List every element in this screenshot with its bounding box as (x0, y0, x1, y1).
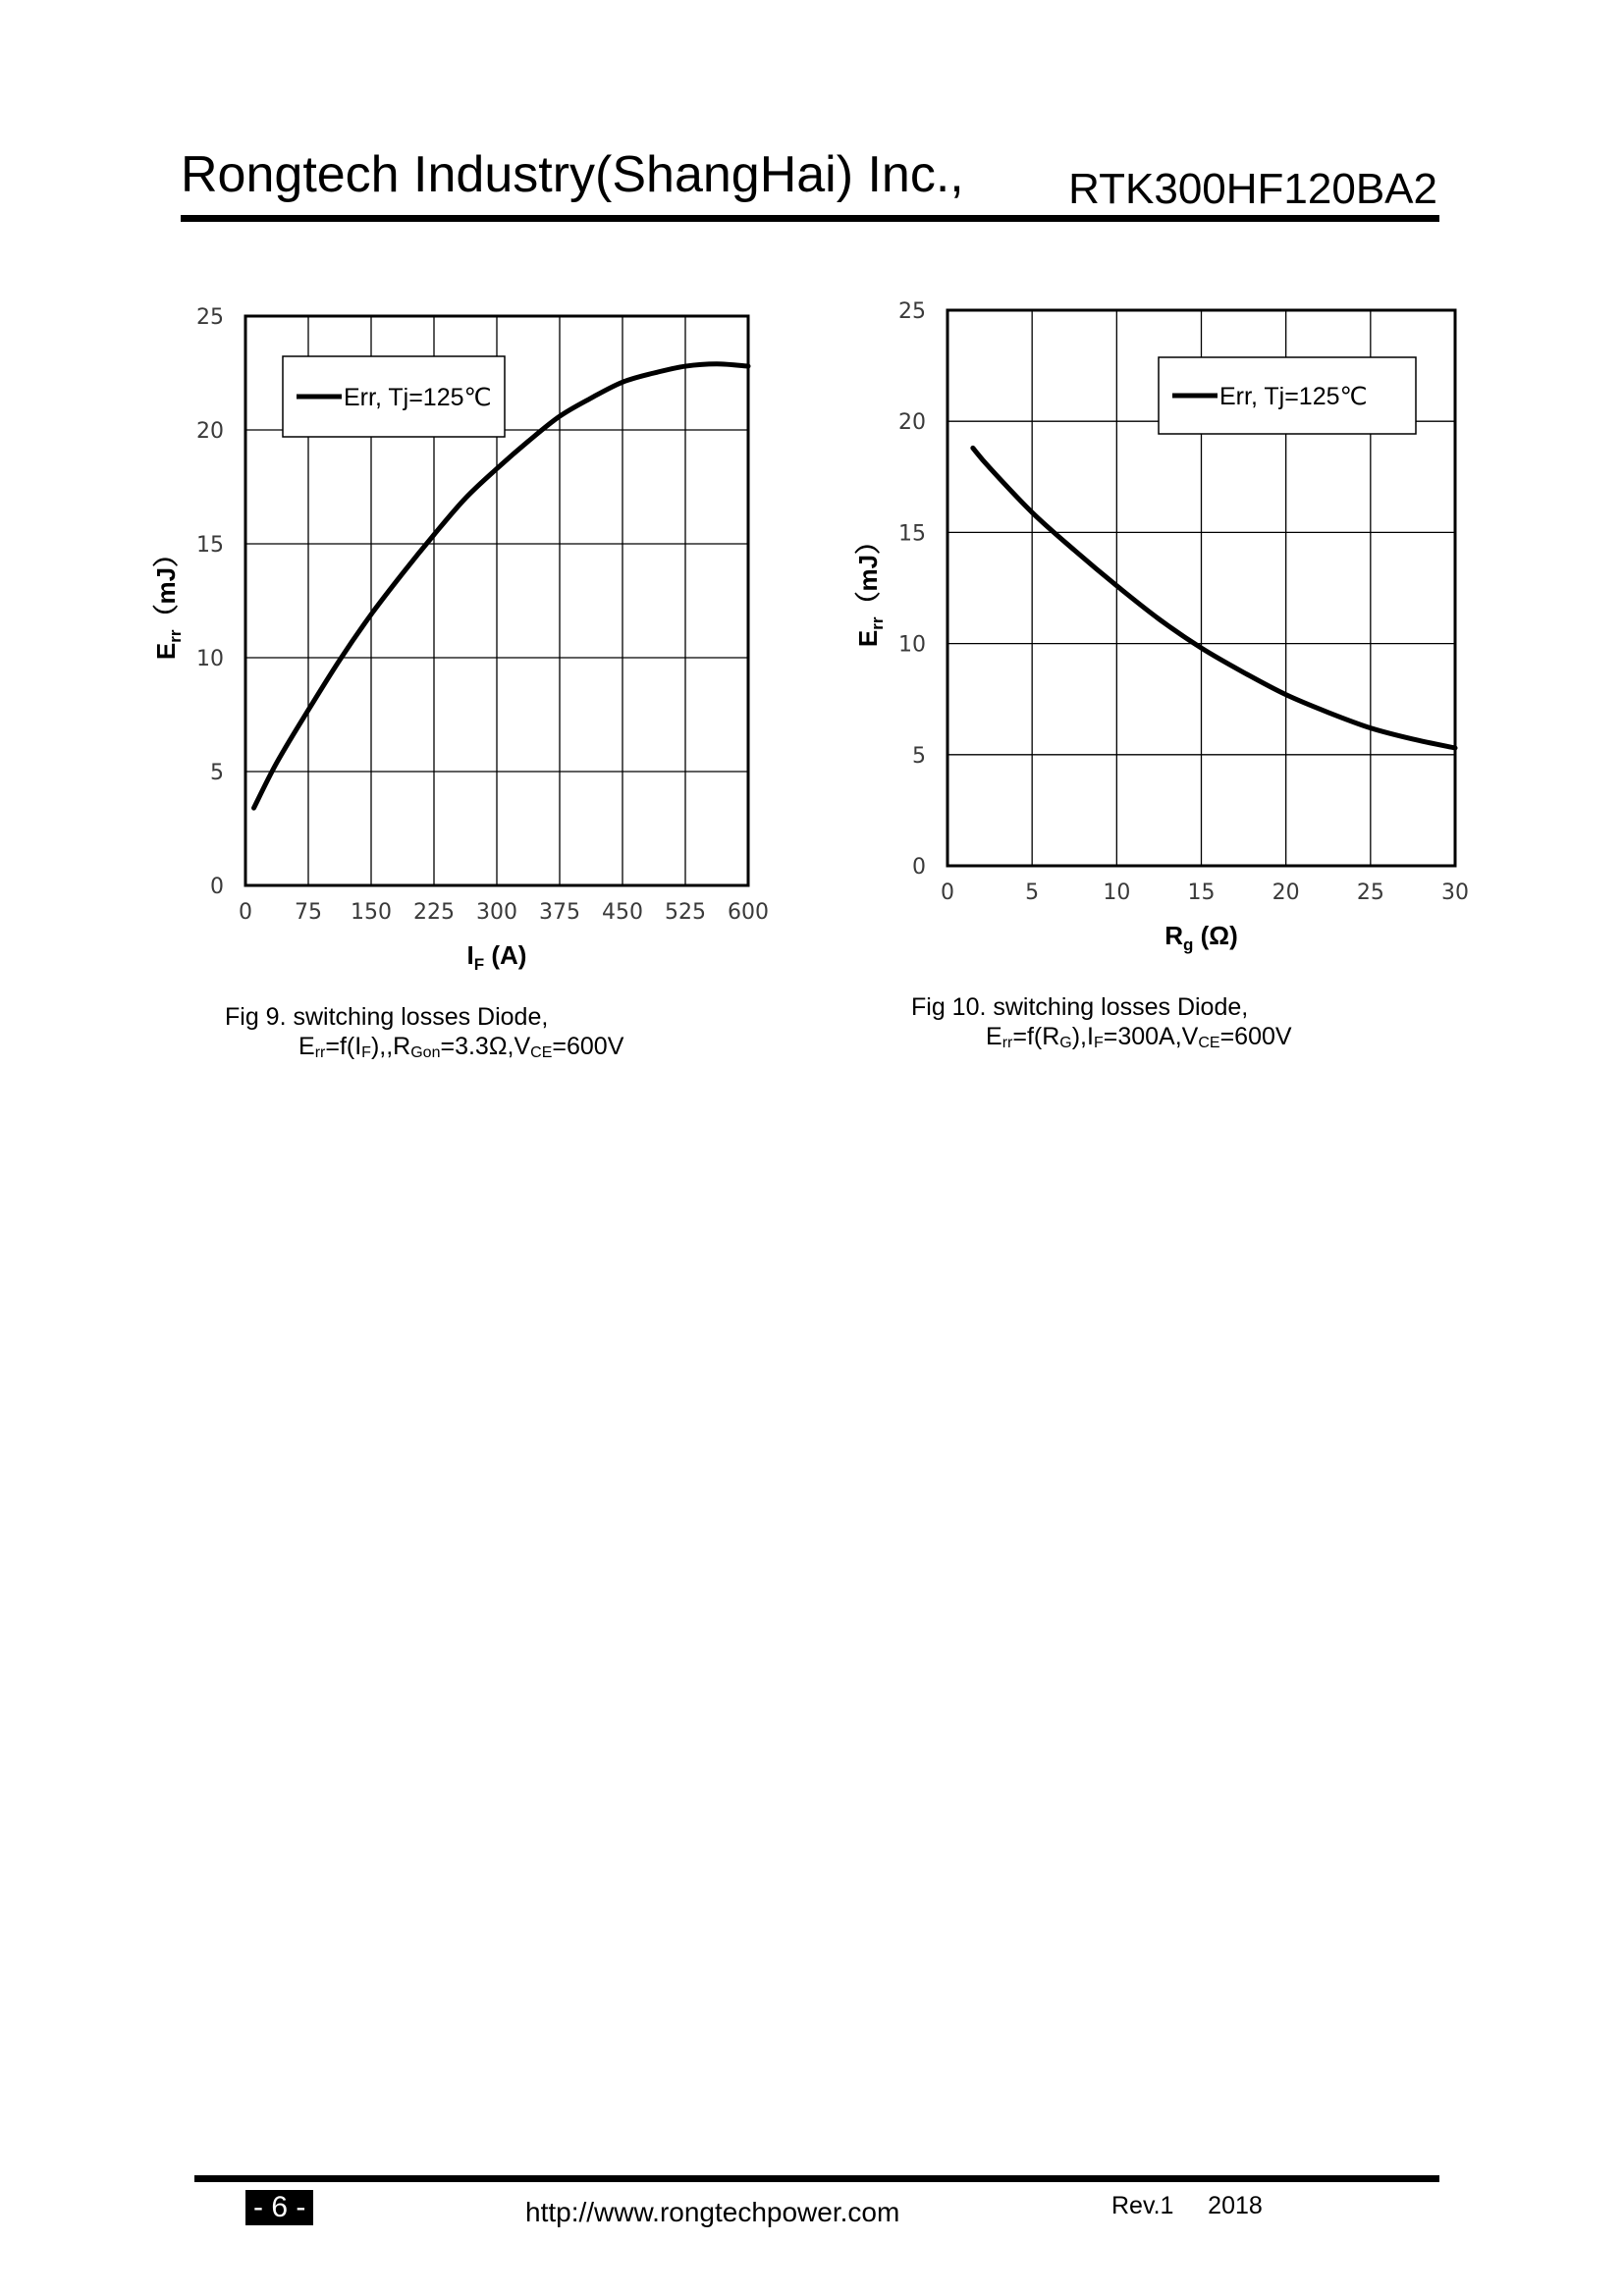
x-tick-label: 25 (1356, 881, 1384, 905)
y-tick-label: 5 (912, 743, 926, 769)
caption-part: =f(I (325, 1033, 362, 1060)
caption-fig9 (225, 1002, 623, 1061)
page-number: - 6 - (245, 2190, 313, 2225)
y-tick-label: 10 (196, 647, 224, 671)
y-tick-label: 25 (898, 299, 926, 324)
y-axis-label: $E_{rr}(mJ)$ (151, 541, 185, 661)
legend-label: Err, Tj=125℃ (344, 384, 492, 411)
caption-sub: CE (530, 1044, 553, 1061)
y-tick-label: 5 (210, 761, 224, 785)
header-rule (181, 215, 1439, 222)
x-tick-label: 150 (351, 900, 392, 925)
x-tick-label: 300 (476, 900, 517, 925)
y-tick-label: 20 (196, 419, 224, 444)
legend-label: Err, Tj=125℃ (1219, 383, 1368, 410)
x-tick-label: 15 (1187, 881, 1216, 905)
caption-fig9-line1: Fig 9. switching losses Diode, (225, 1003, 549, 1031)
caption-part: =300A,V (1103, 1023, 1199, 1050)
caption-sub: F (1093, 1035, 1104, 1051)
x-tick-label: 225 (413, 900, 455, 925)
x-tick-label: 600 (728, 900, 769, 925)
x-tick-label: 375 (539, 900, 580, 925)
caption-fig10-line2 (911, 1022, 1292, 1051)
x-axis-label: $I_F$ (A) (466, 940, 527, 974)
caption-part: E (298, 1033, 315, 1060)
x-tick-label: 0 (239, 900, 252, 925)
caption-sub: Gon (410, 1044, 441, 1061)
caption-fig10 (911, 992, 1292, 1051)
part-number: RTK300HF120BA2 (1068, 165, 1437, 213)
caption-sub: CE (1198, 1035, 1220, 1051)
y-axis-label: $E_{rr}(mJ)$ (853, 528, 887, 648)
x-tick-label: 0 (941, 881, 954, 905)
caption-part: =600V (1219, 1023, 1292, 1050)
company-name: Rongtech Industry(ShangHai) Inc., (181, 146, 964, 203)
y-tick-label: 15 (196, 533, 224, 558)
x-tick-label: 20 (1272, 881, 1300, 905)
x-tick-label: 30 (1441, 881, 1469, 905)
x-tick-label: 10 (1103, 881, 1131, 905)
y-tick-label: 15 (898, 521, 926, 547)
y-tick-label: 0 (210, 875, 224, 899)
chart-fig9 (147, 294, 785, 982)
caption-part: =f(R (1012, 1023, 1060, 1050)
caption-part: ),,R (370, 1033, 411, 1060)
caption-sub: F (361, 1044, 371, 1061)
caption-fig9-line2 (225, 1032, 623, 1061)
caption-part: E (986, 1023, 1002, 1050)
caption-sub: G (1059, 1035, 1072, 1051)
y-tick-label: 25 (196, 305, 224, 330)
y-tick-label: 0 (912, 855, 926, 880)
caption-sub: rr (314, 1044, 326, 1061)
series-line (973, 448, 1455, 748)
chart-fig10 (844, 290, 1492, 977)
footer-url[interactable]: http://www.rongtechpower.com (525, 2197, 900, 2227)
caption-sub: rr (1001, 1035, 1013, 1051)
x-tick-label: 75 (295, 900, 322, 925)
footer-rule (194, 2175, 1439, 2182)
x-tick-label: 450 (602, 900, 643, 925)
x-tick-label: 5 (1025, 881, 1040, 905)
x-tick-label: 525 (665, 900, 706, 925)
y-tick-label: 10 (898, 632, 926, 658)
caption-part: =600V (552, 1033, 624, 1060)
caption-fig10-line1: Fig 10. switching losses Diode, (911, 993, 1249, 1021)
caption-part: =3.3Ω,V (440, 1033, 531, 1060)
x-axis-label: $R_g$ (Ω) (1164, 921, 1238, 954)
caption-part: ),I (1071, 1023, 1094, 1050)
revision: Rev.1 2018 (1111, 2192, 1263, 2219)
y-tick-label: 20 (898, 410, 926, 436)
